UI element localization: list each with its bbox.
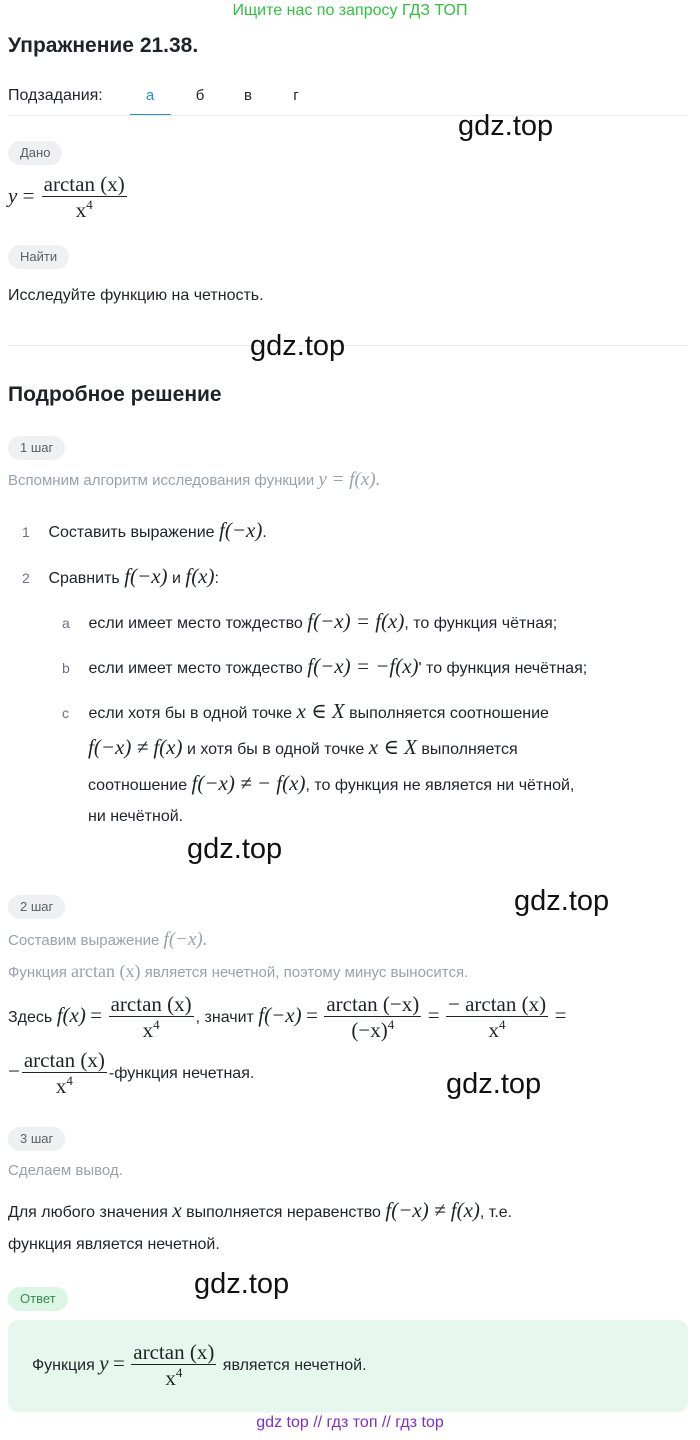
step2-line1-math: f(−x).: [163, 929, 208, 950]
here-text: Здесь: [8, 1008, 53, 1026]
item-math: f(−x): [219, 518, 263, 542]
watermark: gdz.top: [194, 1268, 290, 1300]
den-base: x: [142, 1018, 154, 1043]
step1-pill: 1 шаг: [8, 436, 65, 460]
divider: [8, 115, 688, 116]
item-math: f(x): [185, 564, 215, 588]
algo-subitem-c-line3: [88, 769, 574, 798]
solution-title: Подробное решение: [8, 383, 222, 406]
minus-sign: −: [8, 1058, 20, 1083]
given-pill: Дано: [8, 141, 62, 165]
eq-sign: =: [427, 1002, 440, 1027]
subitem-math: f(−x) ≠ − f(x): [191, 771, 306, 795]
subitem-text: и хотя бы в одной точке: [186, 741, 365, 758]
subitem-letter: c: [62, 705, 69, 721]
fraction-1-den: [109, 1016, 194, 1043]
den-exp: 4: [175, 1365, 183, 1381]
given-formula: [8, 172, 129, 223]
step2-derivation: [8, 992, 566, 1043]
step2-tail-text: -функция нечетная.: [108, 1064, 255, 1082]
step2-line2: [8, 961, 468, 982]
watermark: gdz.top: [446, 1068, 542, 1100]
given-lhs: y: [8, 183, 18, 208]
watermark: gdz.top: [250, 330, 346, 362]
tab-b[interactable]: б: [195, 87, 205, 104]
step3-math: x: [172, 1198, 182, 1222]
item-math: f(−x): [124, 564, 168, 588]
watermark: gdz.top: [187, 833, 283, 865]
step1-intro-text: Вспомним алгоритм исследования функции: [8, 472, 315, 489]
fraction-2: [324, 992, 421, 1043]
den-exp: 4: [499, 1017, 506, 1033]
fraction-2-num: arctan (−x): [326, 992, 420, 1016]
answer-eq: =: [113, 1350, 125, 1375]
step2-pill: 2 шаг: [8, 895, 65, 919]
algo-item-1: [22, 516, 267, 545]
step2-line1: [8, 929, 207, 951]
subitem-math: f(−x) ≠ f(x): [88, 735, 183, 759]
subitem-text: если хотя бы в одной точке: [88, 705, 293, 722]
znachit-text: , значит: [195, 1008, 254, 1026]
answer-fraction: [131, 1340, 216, 1391]
watermark: gdz.top: [458, 110, 554, 142]
step1-intro-math: y = f(x).: [318, 469, 381, 490]
den-base: x: [165, 1366, 176, 1391]
subitem-text: соотношение: [88, 777, 188, 794]
item-number: 2: [22, 570, 30, 586]
eq-sign: =: [90, 1002, 103, 1027]
watermark: gdz.top: [514, 885, 610, 917]
step3-line2: [8, 1196, 512, 1225]
step2-line2-text: Функция: [8, 964, 67, 981]
algo-item-2: [22, 562, 219, 591]
fmx-math: f(−x): [258, 1002, 302, 1027]
subtasks-label: Подзадания:: [8, 87, 103, 104]
answer-pre: Функция: [32, 1356, 95, 1374]
step2-line2-text: является нечетной, поэтому минус выносится.: [144, 964, 469, 981]
algo-subitem-c-line2: [88, 733, 518, 762]
given-denominator: [42, 196, 127, 223]
fraction-3: [446, 992, 548, 1043]
find-text: Исследуйте функцию на четность.: [8, 287, 264, 304]
subitem-math: f(−x) = −f(x): [307, 654, 419, 678]
subitem-math: x ∈ X: [368, 735, 417, 759]
den-base: (−x): [351, 1018, 388, 1043]
subitem-text: если имеет место тождество: [88, 615, 303, 632]
step3-text: выполняется неравенство: [186, 1204, 381, 1221]
fx-math: f(x): [56, 1002, 86, 1027]
tab-g[interactable]: г: [293, 87, 299, 104]
given-den-exp: 4: [86, 197, 93, 213]
item-text: Составить выражение: [48, 524, 215, 541]
den-exp: 4: [66, 1073, 73, 1089]
algo-subitem-b: [62, 652, 587, 681]
fraction-3-den: [446, 1016, 548, 1043]
subitem-text: выполняется: [421, 741, 518, 758]
den-exp: 4: [153, 1017, 160, 1033]
tab-a[interactable]: а: [145, 87, 155, 104]
step3-math: f(−x) ≠ f(x): [385, 1198, 480, 1222]
answer-pill: Ответ: [8, 1287, 68, 1311]
fraction-3-num: − arctan (x): [447, 992, 547, 1016]
fraction-4-num: arctan (x): [23, 1048, 105, 1072]
fraction-1-num: arctan (x): [110, 992, 192, 1016]
step3-pill: 3 шаг: [8, 1127, 65, 1151]
eq-sign: =: [306, 1002, 318, 1027]
answer-post: является нечетной.: [222, 1356, 367, 1374]
answer-text: [32, 1340, 367, 1391]
fraction-4-den: [22, 1072, 107, 1099]
step2-line2-math: arctan (x): [71, 961, 141, 981]
algo-subitem-a: [62, 607, 557, 636]
algo-subitem-c-line4: ни нечётной.: [88, 808, 184, 825]
fraction-1: [109, 992, 194, 1043]
item-mid: и: [171, 570, 181, 587]
step3-text: Для любого значения: [8, 1204, 168, 1221]
fraction-2-den: [324, 1016, 421, 1043]
answer-lhs: y: [99, 1350, 109, 1375]
subitem-math: x ∈ X: [296, 699, 345, 723]
divider: [8, 345, 688, 346]
subitem-tail: ' то функция нечётная;: [418, 660, 588, 677]
fraction-4: [22, 1048, 107, 1099]
item-tail: :: [214, 570, 219, 587]
given-fraction: [42, 172, 127, 223]
tab-v[interactable]: в: [244, 87, 252, 104]
item-text: Сравнить: [48, 570, 120, 587]
subitem-text: если имеет место тождество: [88, 660, 303, 677]
step1-intro: [8, 469, 380, 491]
subitem-text: , то функция не является ни чётной,: [305, 777, 575, 794]
den-base: x: [488, 1018, 500, 1043]
subitem-letter: a: [62, 615, 70, 631]
subitem-letter: b: [62, 660, 70, 676]
step3-text: , т.е.: [479, 1204, 513, 1221]
subitem-tail: , то функция чётная;: [404, 615, 558, 632]
step3-line1: Сделаем вывод.: [8, 1162, 123, 1179]
eq-sign: =: [554, 1002, 567, 1027]
given-eq: =: [22, 183, 35, 208]
step3-line3: функция является нечетной.: [8, 1236, 220, 1253]
subitem-text: выполняется соотношение: [349, 705, 549, 722]
den-base: x: [55, 1074, 67, 1099]
page-title: Упражнение 21.38.: [8, 34, 199, 57]
item-tail: .: [262, 524, 267, 541]
step2-derivation-cont: [8, 1048, 254, 1099]
footer-links[interactable]: gdz top // гдз топ // гдз top: [256, 1414, 444, 1431]
den-exp: 4: [387, 1017, 395, 1033]
given-den-base: x: [75, 198, 87, 223]
given-numerator: arctan (x): [43, 172, 125, 196]
promo-banner[interactable]: Ищите нас по запросу ГДЗ ТОП: [232, 2, 468, 19]
algo-subitem-c-line1: [62, 697, 549, 726]
answer-den: [131, 1364, 216, 1391]
answer-num: arctan (x): [133, 1340, 215, 1364]
find-pill: Найти: [8, 245, 69, 269]
subitem-math: f(−x) = f(x): [307, 609, 405, 633]
step2-line1-text: Составим выражение: [8, 932, 160, 949]
item-number: 1: [22, 524, 30, 540]
